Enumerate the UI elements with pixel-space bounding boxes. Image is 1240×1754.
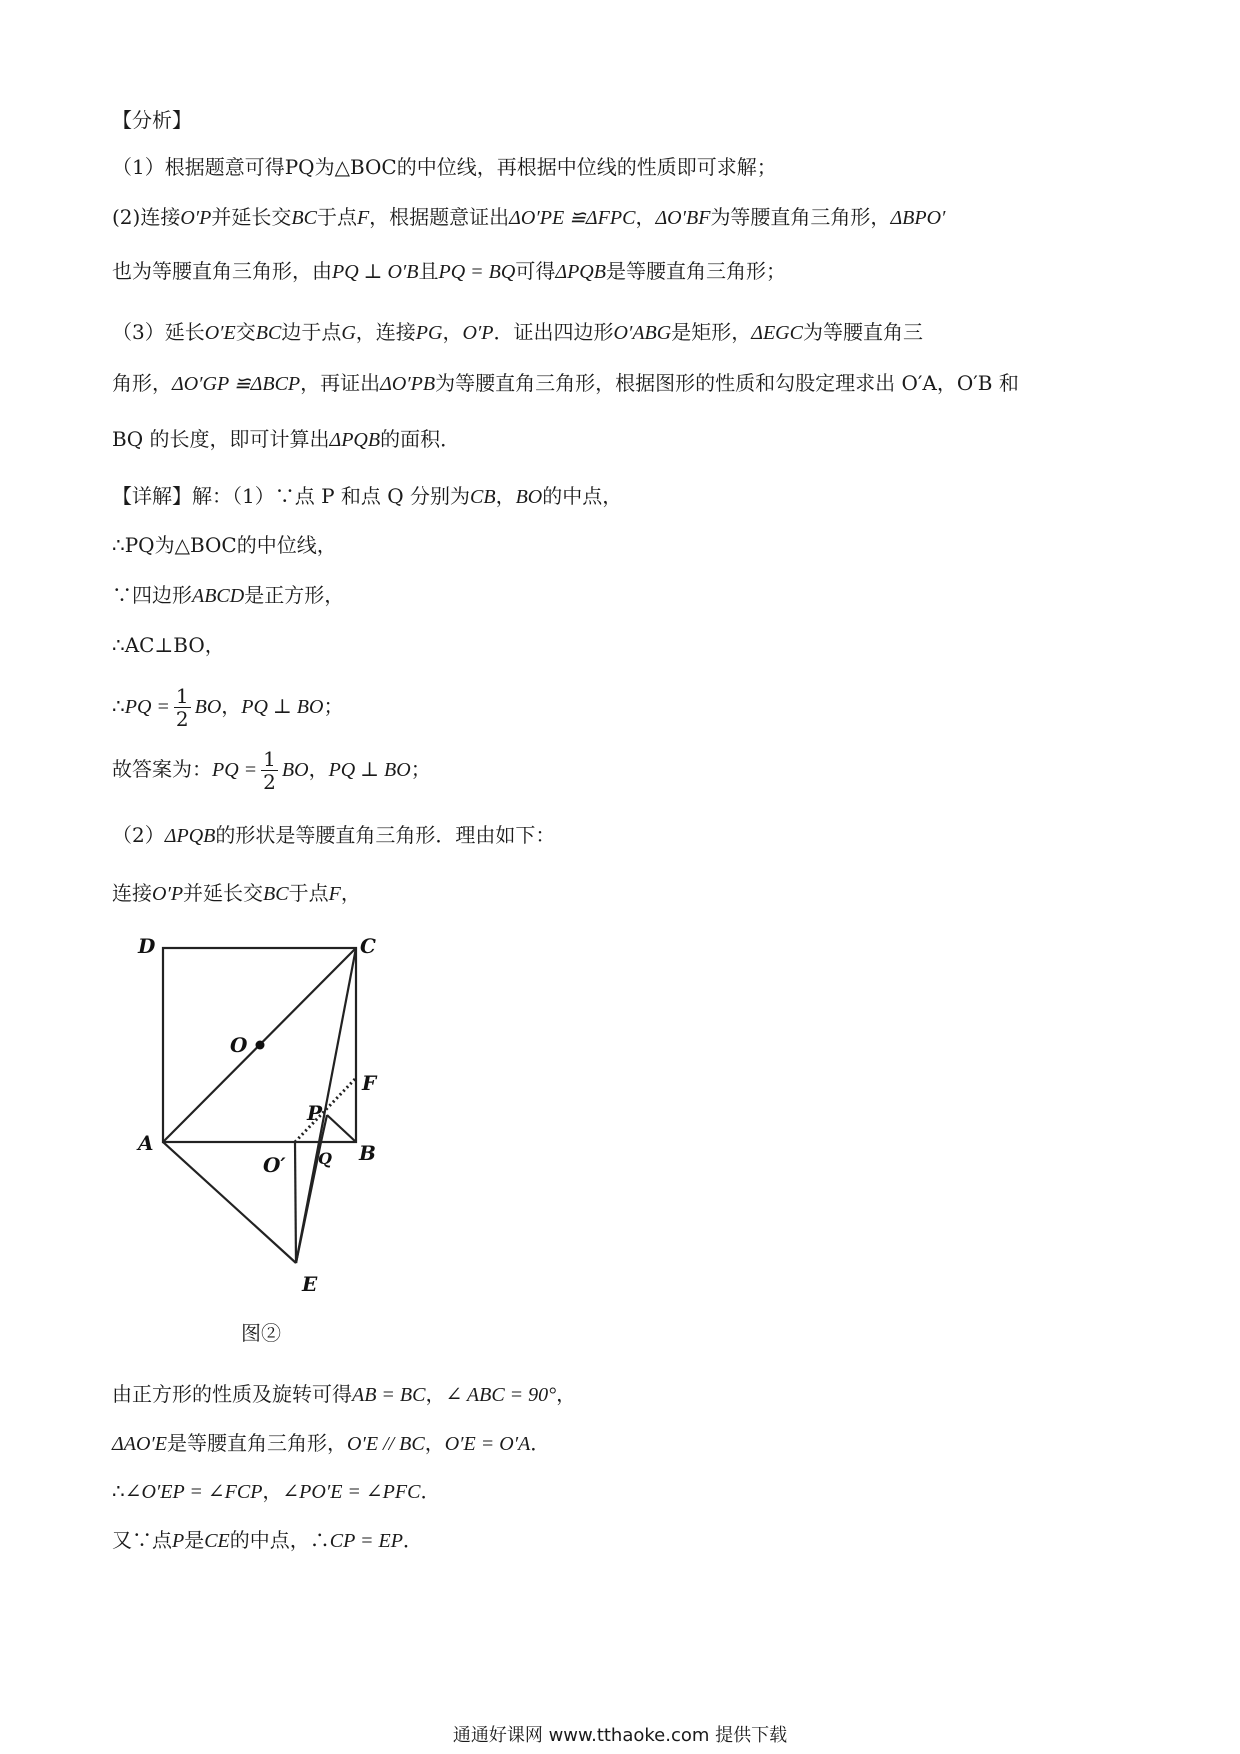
fraction-half: $\frac{1}{2}$ <box>263 747 276 794</box>
after-line2: ΔAO′E是等腰直角三角形，O′E // BC，O′E = O′A． <box>112 1431 551 1455</box>
detail-line3: ∵四边形ABCD是正方形， <box>112 583 345 607</box>
detail-line6: 故答案为：PQ = $\frac{1}{2}$ BO，PQ ⊥ BO； <box>112 747 431 794</box>
page-footer: 通通好课网 www.tthaoke.com 提供下载 <box>452 1725 788 1746</box>
segment-pb <box>327 1115 356 1142</box>
after-line1: 由正方形的性质及旋转可得AB = BC，∠ ABC = 90°， <box>112 1382 577 1406</box>
analysis-p2-line2: 也为等腰直角三角形，由PQ ⊥ O′B且PQ = BQ可得ΔPQB是等腰直角三角形； <box>112 259 786 283</box>
analysis-p3-line1: （3）延长O′E交BC边于点G，连接PG，O′P．证出四边形O′ABG是矩形，ΔEGC为等腰直角三 <box>112 320 923 344</box>
label-D: D <box>138 934 156 958</box>
label-O: O <box>230 1033 248 1057</box>
detail-line4: ∴AC⊥BO， <box>112 633 225 657</box>
segment-oe <box>295 1142 296 1263</box>
detail-line7: （2）ΔPQB的形状是等腰直角三角形．理由如下： <box>112 823 556 847</box>
analysis-p1: （1）根据题意可得PQ为△BOC的中位线，再根据中位线的性质即可求解； <box>112 155 777 179</box>
detail-line2: ∴PQ为△BOC的中位线， <box>112 533 337 557</box>
label-A: A <box>138 1131 154 1155</box>
label-O-prime: O′ <box>263 1153 286 1177</box>
label-P: P <box>307 1101 323 1125</box>
label-E: E <box>302 1272 318 1296</box>
analysis-p2-line1: (2)连接O′P并延长交BC于点F，根据题意证出ΔO′PE ≌ΔFPC，ΔO′BF为等腰直角三角形，ΔBPO′ <box>112 205 946 229</box>
analysis-p3-line2: 角形，ΔO′GP ≌ΔBCP，再证出ΔO′PB为等腰直角三角形，根据图形的性质和勾股定理求出 O′A，O′B 和 <box>112 371 1019 395</box>
after-line3: ∴∠O′EP = ∠FCP，∠PO′E = ∠PFC． <box>112 1479 441 1503</box>
fraction-half: $\frac{1}{2}$ <box>175 684 189 731</box>
label-B: B <box>359 1141 376 1165</box>
label-F: F <box>362 1071 377 1095</box>
label-C: C <box>360 934 376 958</box>
detail-line5: ∴PQ = $\frac{1}{2}$ BO，PQ ⊥ BO； <box>112 684 344 731</box>
analysis-p3-line3: BQ 的长度，即可计算出ΔPQB的面积． <box>112 427 461 451</box>
figure-caption: 图② <box>241 1321 281 1345</box>
detail-line1: 【详解】解：（1）∵点 P 和点 Q 分别为CB，BO的中点， <box>112 484 623 508</box>
point-o-dot <box>256 1041 265 1050</box>
analysis-title: 【分析】 <box>112 108 192 132</box>
after-line4: 又∵点P是CE的中点，∴CP = EP． <box>112 1528 423 1552</box>
label-Q: Q <box>318 1149 332 1168</box>
detail-line8: 连接O′P并延长交BC于点F， <box>112 881 361 905</box>
